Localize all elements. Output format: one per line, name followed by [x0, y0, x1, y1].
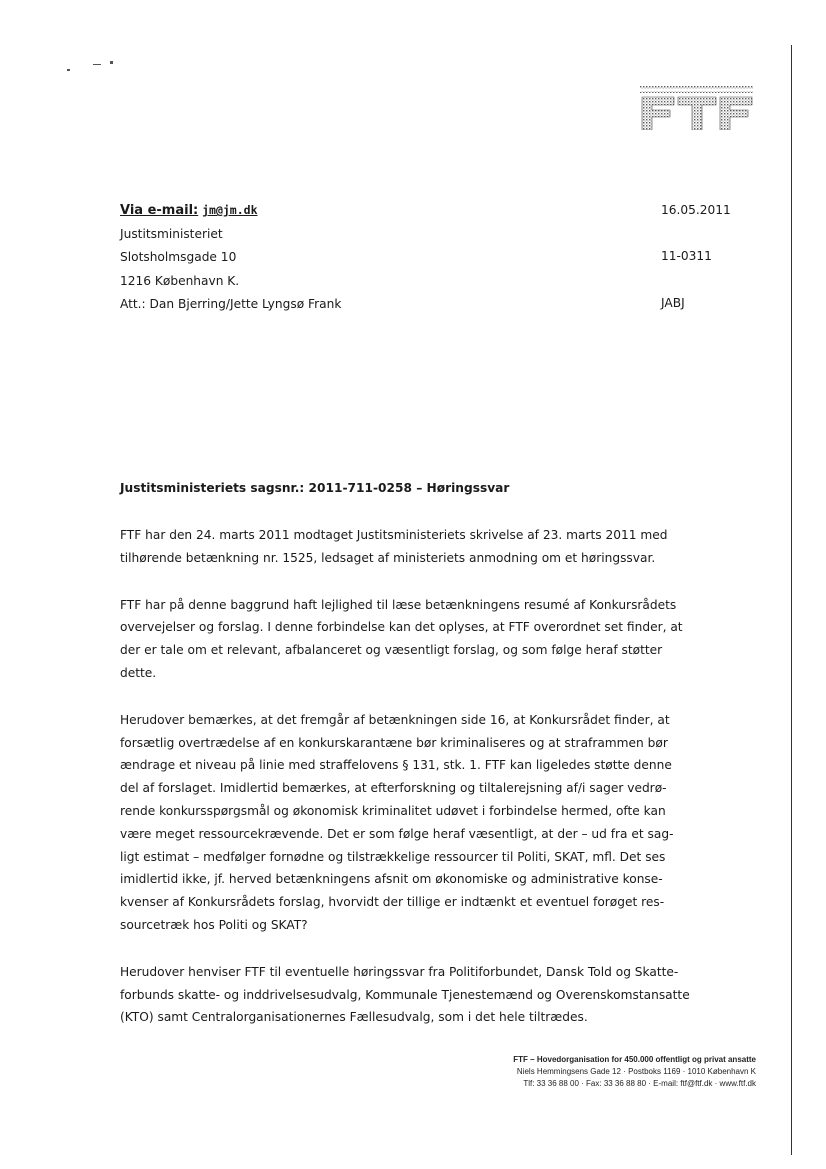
letter-initials: JABJ — [661, 296, 685, 310]
body-line: dette. — [120, 665, 157, 680]
footer-organisation: FTF – Hovedorganisation for 450.000 offentligt og privat ansatte — [513, 1055, 756, 1064]
footer-address: Niels Hemmingsens Gade 12 · Postboks 1169 · 1010 København K — [516, 1067, 756, 1076]
scan-speck — [67, 69, 70, 71]
letter-subject: Justitsministeriets sagsnr.: 2011-711-0258 – Høringssvar — [120, 481, 510, 495]
body-line: Herudover henviser FTF til eventuelle høringssvar fra Politiforbundet, Dansk Told og Skatte- — [120, 964, 679, 979]
body-line: FTF har på denne baggrund haft lejlighed til læse betænkningens resumé af Konkursrådets — [120, 597, 677, 612]
body-line: imidlertid ikke, jf. herved betænkningens afsnit om økonomiske og administrative konse- — [120, 872, 663, 887]
body-line: rende konkursspørgsmål og økonomisk kriminalitet udøvet i forbindelse hermed, ofte kan — [120, 803, 666, 818]
body-line: Herudover bemærkes, at det fremgår af betænkningen side 16, at Konkursrådet finder, at — [120, 712, 670, 727]
body-line: forsætlig overtrædelse af en konkurskarantæne bør kriminaliseres og at straframmen bør — [120, 735, 668, 750]
letterhead-footer — [500, 1054, 756, 1090]
letter-date: 16.05.2011 — [661, 203, 731, 217]
recipient-attention: Att.: Dan Bjerring/Jette Lyngsø Frank — [120, 297, 342, 311]
body-line: ændrage et niveau på linie med straffelovens § 131, stk. 1. FTF kan ligeledes støtte denne — [120, 758, 672, 773]
body-line: kvenser af Konkursrådets forslag, hvorvidt der tillige er indtænkt et eventuel forøget res- — [120, 895, 665, 910]
via-email-line — [120, 199, 341, 223]
body-line: sourcetræk hos Politi og SKAT? — [120, 917, 308, 932]
letter-reference: 11-0311 — [661, 249, 712, 263]
recipient-street: Slotsholmsgade 10 — [120, 250, 237, 264]
paragraph-2 — [120, 594, 683, 685]
body-line: ligt estimat – medfølger fornødne og tilstrækkelige ressourcer til Politi, SKAT, mfl. Det ses — [120, 849, 666, 864]
body-line: forbunds skatte- og inddrivelsesudvalg, Kommunale Tjenestemænd og Overenskomstansatte — [120, 987, 690, 1002]
scan-speck — [93, 64, 101, 65]
ftf-logo — [640, 86, 753, 130]
recipient-city: 1216 København K. — [120, 273, 240, 288]
letter-body — [120, 524, 690, 1029]
body-line: tilhørende betænkning nr. 1525, ledsaget af ministeriets anmodning om et høringssvar. — [120, 550, 656, 565]
body-line: der er tale om et relevant, afbalanceret og væsentligt forslag, og som følge heraf støtter — [120, 643, 663, 658]
body-line: (KTO) samt Centralorganisationernes Fællesudvalg, som i det hele tiltrædes. — [120, 1010, 588, 1025]
body-line: del af forslaget. Imidlertid bemærkes, at efterforskning og tiltalerejsning af/i sager vedrø- — [120, 781, 667, 796]
via-email-address[interactable]: jm@jm.dk — [202, 203, 258, 217]
body-line: være meget ressourcekrævende. Det er som følge heraf væsentligt, at der – ud fra et sag- — [120, 826, 674, 841]
scan-edge-line — [791, 45, 792, 1155]
body-line: FTF har den 24. marts 2011 modtaget Justitsministeriets skrivelse af 23. marts 2011 med — [120, 528, 668, 542]
paragraph-4 — [120, 961, 690, 1029]
paragraph-3 — [120, 709, 674, 937]
recipient-name: Justitsministeriet — [120, 226, 223, 241]
via-email-label: Via e-mail: — [120, 203, 199, 218]
body-line: overvejelser og forslag. I denne forbindelse kan det oplyses, at FTF overordnet set finder, at — [120, 620, 683, 635]
recipient-address-block — [120, 199, 341, 317]
footer-contact: Tlf: 33 36 88 00 · Fax: 33 36 88 80 · E-mail: ftf@ftf.dk · www.ftf.dk — [523, 1079, 756, 1088]
scan-speck — [110, 61, 113, 64]
paragraph-1 — [120, 524, 668, 570]
